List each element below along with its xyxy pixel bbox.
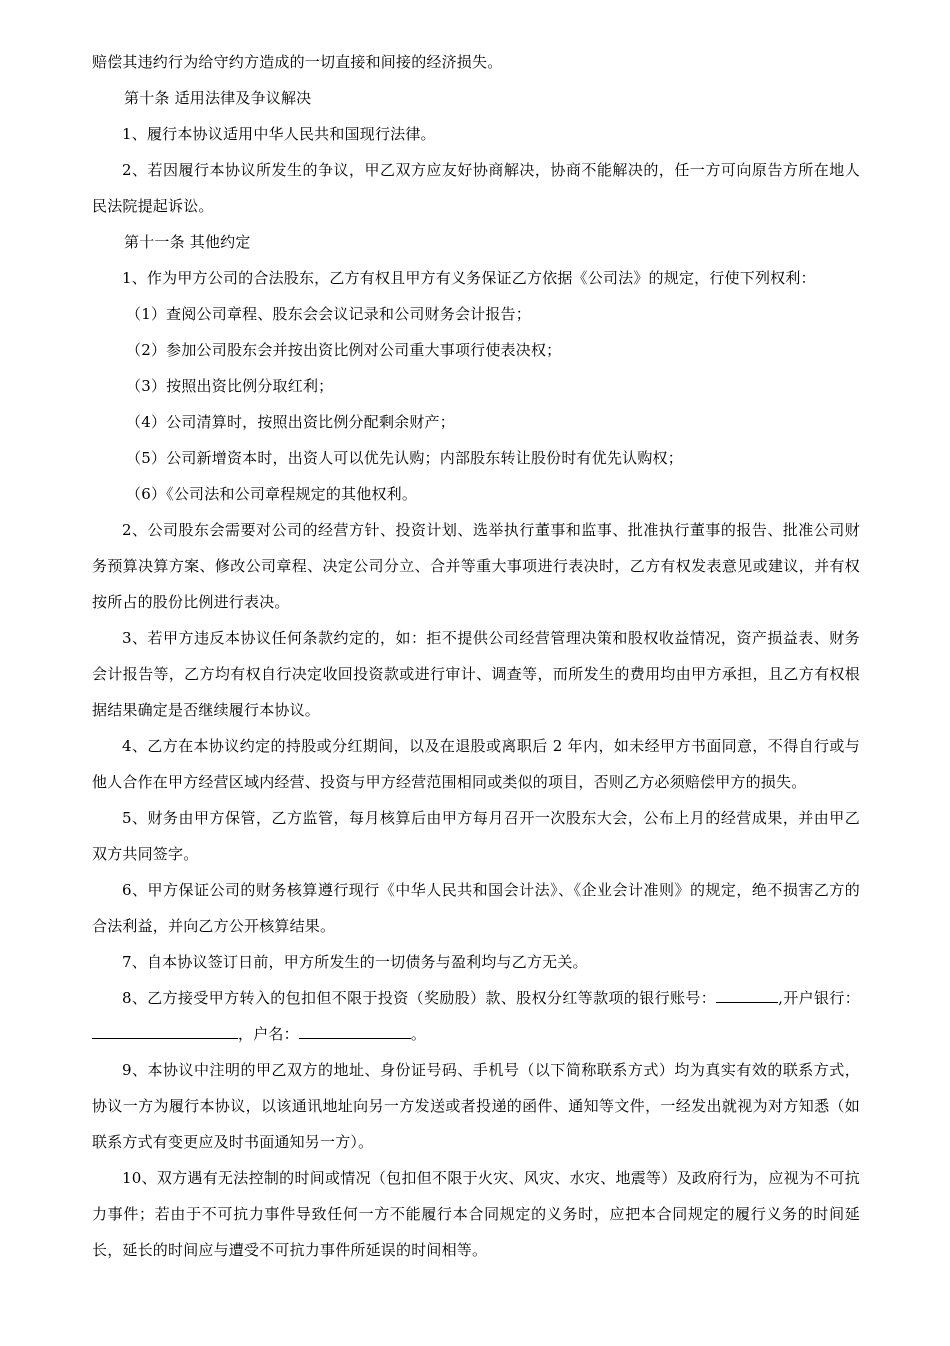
right-item-6: （6）《公司法和公司章程规定的其他权利。 <box>126 485 418 503</box>
right-item-5: （5）公司新增资本时，出资人可以优先认购；内部股东转让股份时有优先认购权； <box>126 449 683 467</box>
clause-11-item-9: 9、本协议中注明的甲乙双方的地址、身份证号码、手机号（以下简称联系方式）均为真实有效的联系方式，协议一方为履行本协议，以该通讯地址向另一方发送或者投递的函件、通知等文件，一经发出就视为对方知悉（如联系方式有变更应及时书面通知另一方）。 <box>92 1061 860 1151</box>
clause-8-end: 。 <box>410 1025 427 1043</box>
clause-11-item-4: 4、乙方在本协议约定的持股或分红期间，以及在退股或离职后 2 年内，如未经甲方书面同意，不得自行或与他人合作在甲方经营区域内经营、投资与甲方经营范围相同或类似的项目，否则乙方必须赔偿甲方的损失。 <box>92 737 860 791</box>
bank-name-blank[interactable] <box>92 1020 238 1039</box>
right-item-1: （1）查阅公司章程、股东会会议记录和公司财务会计报告； <box>126 305 531 323</box>
right-item-4: （4）公司清算时，按照出资比例分配剩余财产； <box>126 413 455 431</box>
bank-account-blank[interactable] <box>716 984 778 1003</box>
clause-11-item-1: 1、作为甲方公司的合法股东，乙方有权且甲方有义务保证乙方依据《公司法》的规定，行使下列权利： <box>122 269 816 287</box>
clause-heading-10: 第十条 适用法律及争议解决 <box>124 89 312 107</box>
clause-11-item-10: 10、双方遇有无法控制的时间或情况（包扣但不限于火灾、风灾、水灾、地震等）及政府行为，应视为不可抗力事件；若由于不可抗力事件导致任何一方不能履行本合同规定的义务时，应把本合同规定的履行义务的时间延长，延长的时间应与遭受不可抗力事件所延误的时间相等。 <box>92 1169 860 1259</box>
clause-11-item-8 <box>92 980 860 1052</box>
clause-8-text: 8、乙方接受甲方转入的包扣但不限于投资（奖励股）款、股权分红等款项的银行账号： <box>122 989 717 1007</box>
paragraph-continuation: 赔偿其违约行为给守约方造成的一切直接和间接的经济损失。 <box>92 53 503 71</box>
account-name-label: ，户名： <box>238 1025 299 1043</box>
clause-11-item-5: 5、财务由甲方保管，乙方监管，每月核算后由甲方每月召开一次股东大会，公布上月的经营成果，并由甲乙双方共同签字。 <box>92 809 860 863</box>
right-item-3: （3）按照出资比例分取红利； <box>126 377 334 395</box>
clause-10-item-1: 1、履行本协议适用中华人民共和国现行法律。 <box>122 125 436 143</box>
clause-11-item-6: 6、甲方保证公司的财务核算遵行现行《中华人民共和国会计法》、《企业会计准则》的规定，绝不损害乙方的合法利益，并向乙方公开核算结果。 <box>92 881 860 935</box>
clause-10-item-2: 2、若因履行本协议所发生的争议，甲乙双方应友好协商解决，协商不能解决的，任一方可向原告方所在地人民法院提起诉讼。 <box>92 161 860 215</box>
right-item-2: （2）参加公司股东会并按出资比例对公司重大事项行使表决权； <box>126 341 562 359</box>
clause-11-item-7: 7、自本协议签订日前，甲方所发生的一切债务与盈利均与乙方无关。 <box>122 953 588 971</box>
account-comma: , <box>778 989 784 1007</box>
clause-heading-11: 第十一条 其他约定 <box>124 233 251 251</box>
account-holder-blank[interactable] <box>299 1020 411 1039</box>
clause-11-item-2: 2、公司股东会需要对公司的经营方针、投资计划、选举执行董事和监事、批准执行董事的报告、批准公司财务预算决算方案、修改公司章程、决定公司分立、合并等重大事项进行表决时，乙方有权发表意见或建议，并有权按所占的股份比例进行表决。 <box>92 521 860 611</box>
bank-label: 开户银行： <box>783 989 860 1007</box>
document-body <box>92 44 860 1268</box>
clause-11-item-3: 3、若甲方违反本协议任何条款约定的，如：拒不提供公司经营管理决策和股权收益情况，资产损益表、财务会计报告等，乙方均有权自行决定收回投资款或进行审计、调查等，而所发生的费用均由甲方承担，且乙方有权根据结果确定是否继续履行本协议。 <box>92 629 860 719</box>
